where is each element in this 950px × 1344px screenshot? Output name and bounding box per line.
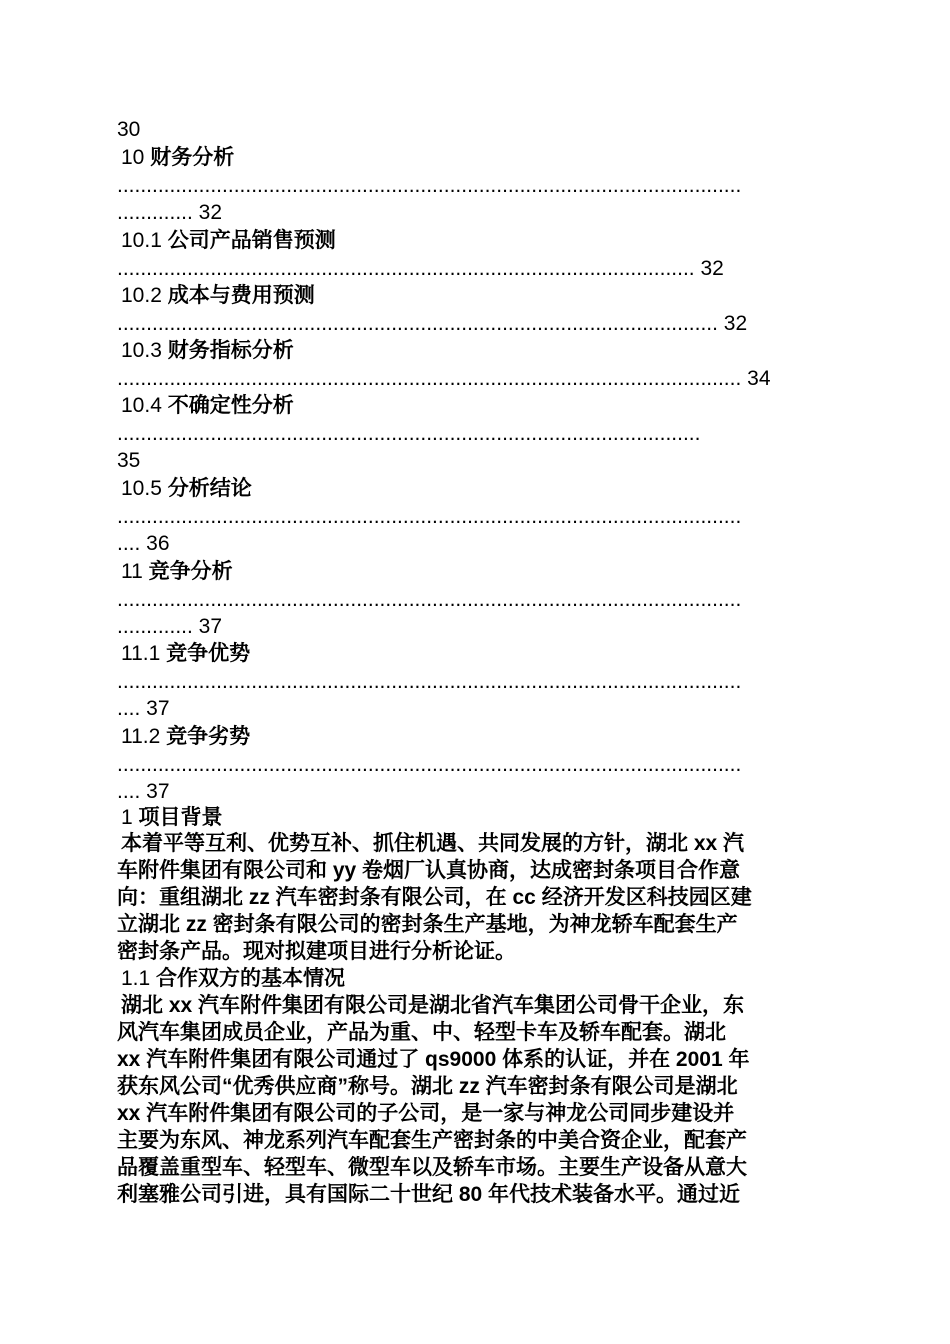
toc-page-number: ............. 37 bbox=[117, 615, 223, 638]
toc-leader-line bbox=[117, 311, 833, 337]
toc-entry-label: 公司产品销售预测 bbox=[167, 229, 336, 252]
paragraph-line: 本着平等互利、优势互补、抓住机遇、共同发展的方针，湖北 xx 汽 bbox=[121, 832, 745, 855]
toc-entry-label: 财务指标分析 bbox=[167, 339, 294, 362]
toc-entry-title[interactable] bbox=[121, 476, 252, 502]
paragraph-line: xx 汽车附件集团有限公司的子公司，是一家与神龙公司同步建设并 bbox=[117, 1102, 735, 1125]
toc-entry-label: 分析结论 bbox=[167, 477, 252, 500]
toc-entry-number: 10.5 bbox=[121, 477, 162, 500]
section-number: 1.1 bbox=[121, 967, 151, 990]
section-heading bbox=[121, 966, 345, 992]
toc-entry-number: 10.1 bbox=[121, 229, 162, 252]
paragraph-line: xx 汽车附件集团有限公司通过了 qs9000 体系的认证，并在 2001 年 bbox=[117, 1048, 750, 1071]
toc-entry-number: 11 bbox=[121, 560, 143, 583]
toc-entry-title[interactable] bbox=[121, 228, 336, 254]
section-heading bbox=[121, 805, 223, 831]
toc-leader-dots: ........................................................................................................... bbox=[117, 588, 742, 611]
paragraph-line: 主要为东风、神龙系列汽车配套生产密封条的中美合资企业，配套产 bbox=[117, 1129, 747, 1152]
toc-leader-dots: ........................................................................................................... bbox=[117, 753, 742, 776]
toc-leader-dots: ....................................................................................................... bbox=[117, 312, 718, 335]
paragraph-line: 获东风公司“优秀供应商”称号。湖北 zz 汽车密封条有限公司是湖北 bbox=[117, 1075, 738, 1098]
paragraph-line: 风汽车集团成员企业，产品为重、中、轻型卡车及轿车配套。湖北 bbox=[117, 1021, 726, 1044]
toc-page-number: .... 36 bbox=[117, 532, 170, 555]
toc-page-number: 32 bbox=[700, 257, 724, 280]
toc-entry-title[interactable] bbox=[121, 724, 250, 750]
toc-entry-label: 竞争劣势 bbox=[166, 725, 251, 748]
section-title: 项目背景 bbox=[138, 806, 223, 829]
toc-leader-line bbox=[117, 366, 833, 392]
toc-leader-line bbox=[117, 256, 807, 282]
toc-entry-number: 10.2 bbox=[121, 284, 162, 307]
toc-page-number: 35 bbox=[117, 449, 141, 472]
toc-entry-title[interactable] bbox=[121, 283, 315, 309]
toc-entry-label: 竞争优势 bbox=[166, 642, 251, 665]
toc-leader-dots: .................................................................................................... bbox=[117, 422, 701, 445]
toc-entry-number: 10 bbox=[121, 146, 145, 169]
paragraph-line: 密封条产品。现对拟建项目进行分析论证。 bbox=[117, 940, 516, 963]
toc-leader-dots: ........................................................................................................... bbox=[117, 670, 742, 693]
paragraph-line: 湖北 xx 汽车附件集团有限公司是湖北省汽车集团公司骨干企业，东 bbox=[121, 994, 745, 1017]
toc-leader-dots: ................................................................................................... bbox=[117, 257, 695, 280]
toc-page-number: .... 37 bbox=[117, 780, 170, 803]
paragraph-line: 利塞雅公司引进，具有国际二十世纪 80 年代技术装备水平。通过近 bbox=[117, 1183, 741, 1206]
toc-entry-title[interactable] bbox=[121, 145, 234, 171]
toc-leader-dots: ........................................................................................................... bbox=[117, 367, 742, 390]
toc-entry-number: 11.1 bbox=[121, 642, 161, 665]
toc-entry-label: 不确定性分析 bbox=[167, 394, 294, 417]
toc-entry-title[interactable] bbox=[121, 393, 294, 419]
paragraph-line: 向：重组湖北 zz 汽车密封条有限公司，在 cc 经济开发区科技园区建 bbox=[117, 886, 752, 909]
section-title: 合作双方的基本情况 bbox=[156, 967, 346, 990]
toc-leader-dots: ........................................................................................................... bbox=[117, 174, 742, 197]
toc-page-number: 34 bbox=[747, 367, 771, 390]
toc-page-number: 30 bbox=[117, 118, 141, 141]
section-number: 1 bbox=[121, 806, 133, 829]
toc-page-number: .... 37 bbox=[117, 697, 170, 720]
toc-entry-number: 10.4 bbox=[121, 394, 162, 417]
paragraph-line: 立湖北 zz 密封条有限公司的密封条生产基地，为神龙轿车配套生产 bbox=[117, 913, 738, 936]
toc-page-number: 32 bbox=[723, 312, 748, 335]
paragraph-line: 品覆盖重型车、轻型车、微型车以及轿车市场。主要生产设备从意大 bbox=[117, 1156, 747, 1179]
toc-entry-title[interactable] bbox=[121, 559, 233, 585]
toc-entry-label: 成本与费用预测 bbox=[167, 284, 315, 307]
toc-entry-label: 财务分析 bbox=[150, 146, 235, 169]
paragraph-line: 车附件集团有限公司和 yy 卷烟厂认真协商，达成密封条项目合作意 bbox=[117, 859, 741, 882]
toc-leader-dots: ........................................................................................................... bbox=[117, 505, 742, 528]
toc-entry-number: 11.2 bbox=[121, 725, 161, 748]
toc-entry-number: 10.3 bbox=[121, 339, 162, 362]
toc-entry-title[interactable] bbox=[121, 338, 294, 364]
toc-page-number: ............. 32 bbox=[117, 201, 223, 224]
toc-entry-label: 竞争分析 bbox=[148, 560, 233, 583]
toc-entry-title[interactable] bbox=[121, 641, 250, 667]
